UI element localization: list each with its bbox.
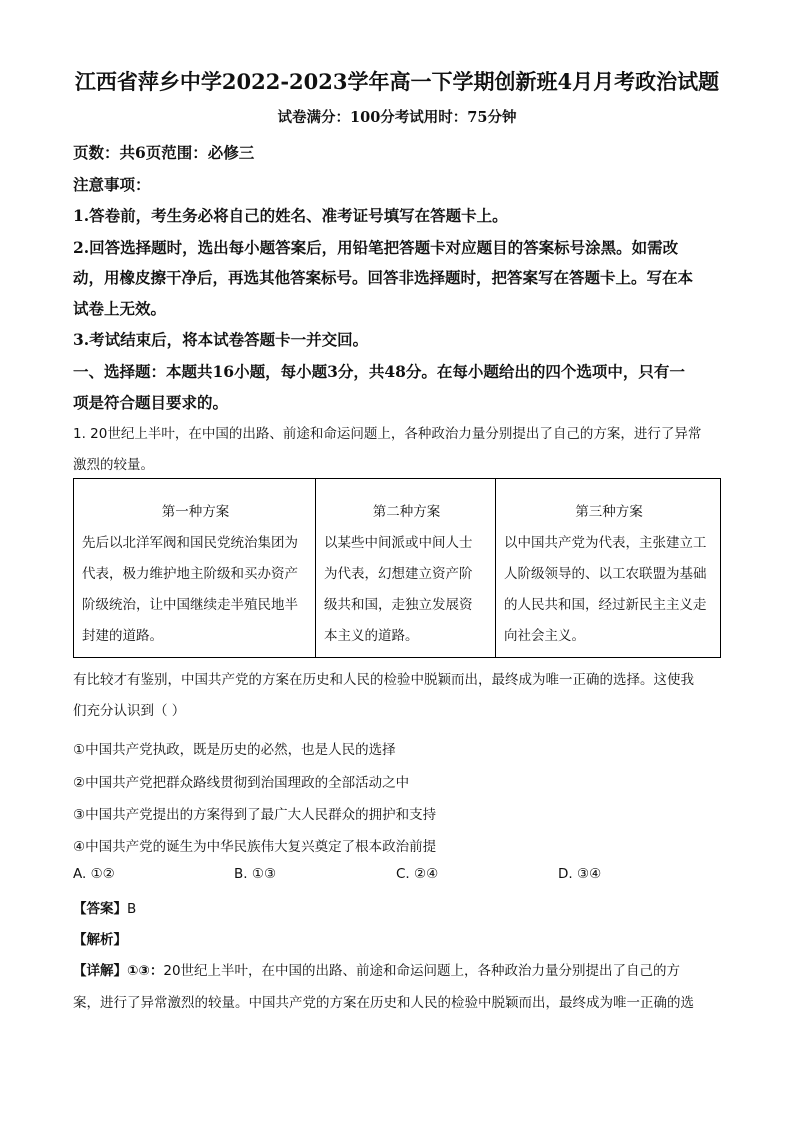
option-d: D. ③④ bbox=[558, 866, 602, 882]
detail-text: 20世纪上半叶，在中国的出路、前途和命运问题上，各种政治力量分别提出了自己的方 bbox=[163, 963, 681, 979]
scheme-heading: 第三种方案 bbox=[575, 504, 643, 520]
scheme-column bbox=[315, 479, 495, 657]
exam-title: 江西省萍乡中学2022-2023学年高一下学期创新班4月月考政治试题 bbox=[74, 69, 720, 94]
scheme-text: 为代表，幻想建立资产阶 bbox=[324, 566, 473, 582]
answer-label: 【答案】 bbox=[73, 901, 127, 917]
option-a: A. ①② bbox=[73, 866, 115, 882]
notice-line: 动，用橡皮擦干净后，再选其他答案标号。回答非选择题时，把答案写在答题卡上。写在本 bbox=[73, 268, 694, 287]
scheme-heading: 第一种方案 bbox=[161, 504, 230, 520]
scheme-text: 人阶级领导的、以工农联盟为基础 bbox=[504, 566, 707, 582]
section-heading: 一、选择题：本题共16小题，每小题3分，共48分。在每小题给出的四个选项中，只有一 bbox=[73, 362, 685, 381]
exam-subtitle: 试卷满分：100分考试用时：75分钟 bbox=[277, 109, 517, 126]
notice-line: 1.答卷前，考生务必将自己的姓名、准考证号填写在答题卡上。 bbox=[73, 206, 508, 225]
statement: ①中国共产党执政，既是历史的必然，也是人民的选择 bbox=[73, 742, 396, 758]
question-stem: 1. 20世纪上半叶，在中国的出路、前途和命运问题上，各种政治力量分别提出了自己的方案，进行了异常 bbox=[73, 426, 702, 442]
statement: ③中国共产党提出的方案得到了最广大人民群众的拥护和支持 bbox=[73, 807, 437, 823]
scheme-text: 以某些中间派或中间人士 bbox=[324, 535, 473, 551]
scheme-column bbox=[74, 479, 315, 657]
question-followup: 有比较才有鉴别，中国共产党的方案在历史和人民的检验中脱颖而出，最终成为唯一正确的选择。这使我 bbox=[73, 672, 694, 688]
answer-line bbox=[73, 897, 136, 917]
scheme-text: 代表，极力维护地主阶级和买办资产 bbox=[82, 566, 298, 582]
answer-value: B bbox=[127, 901, 137, 917]
scheme-heading: 第二种方案 bbox=[372, 504, 441, 520]
scheme-column bbox=[495, 479, 720, 657]
notice-line: 试卷上无效。 bbox=[73, 299, 167, 318]
scheme-text: 级共和国，走独立发展资 bbox=[324, 597, 473, 613]
statement: ④中国共产党的诞生为中华民族伟大复兴奠定了根本政治前提 bbox=[73, 839, 437, 855]
notice-line: 3.考试结束后，将本试卷答题卡一并交回。 bbox=[73, 330, 369, 349]
statement: ②中国共产党把群众路线贯彻到治国理政的全部活动之中 bbox=[73, 775, 410, 791]
scheme-text: 先后以北洋军阀和国民党统治集团为 bbox=[82, 535, 298, 551]
detail-label: 【详解】 bbox=[73, 963, 127, 979]
notice-heading: 注意事项： bbox=[73, 175, 151, 194]
question-followup-cont: 们充分认识到（ ） bbox=[73, 703, 186, 719]
notice-line: 2.回答选择题时，选出每小题答案后，用铅笔把答题卡对应题目的答案标号涂黑。如需改 bbox=[73, 238, 679, 257]
scheme-text: 封建的道路。 bbox=[82, 628, 163, 644]
detail-text-cont: 案，进行了异常激烈的较量。中国共产党的方案在历史和人民的检验中脱颖而出，最终成为唯一正确的选 bbox=[73, 995, 694, 1011]
option-c: C. ②④ bbox=[396, 866, 439, 882]
detail-keys: ①③： bbox=[127, 963, 164, 979]
scheme-text: 向社会主义。 bbox=[504, 628, 585, 644]
option-b: B. ①③ bbox=[234, 866, 277, 882]
analysis-label: 【解析】 bbox=[73, 932, 127, 948]
scheme-text: 本主义的道路。 bbox=[324, 628, 419, 644]
scheme-text: 以中国共产党为代表，主张建立工 bbox=[504, 535, 707, 551]
analysis-line bbox=[73, 928, 127, 948]
section-heading-cont: 项是符合题目要求的。 bbox=[73, 393, 229, 412]
scope-line: 页数：共6页范围：必修三 bbox=[73, 143, 255, 162]
question-stem-cont: 激烈的较量。 bbox=[73, 457, 154, 473]
detail-line bbox=[73, 959, 680, 979]
scheme-text: 阶级统治，让中国继续走半殖民地半 bbox=[82, 597, 298, 613]
scheme-table bbox=[73, 478, 721, 658]
scheme-text: 的人民共和国，经过新民主主义走 bbox=[504, 597, 707, 613]
